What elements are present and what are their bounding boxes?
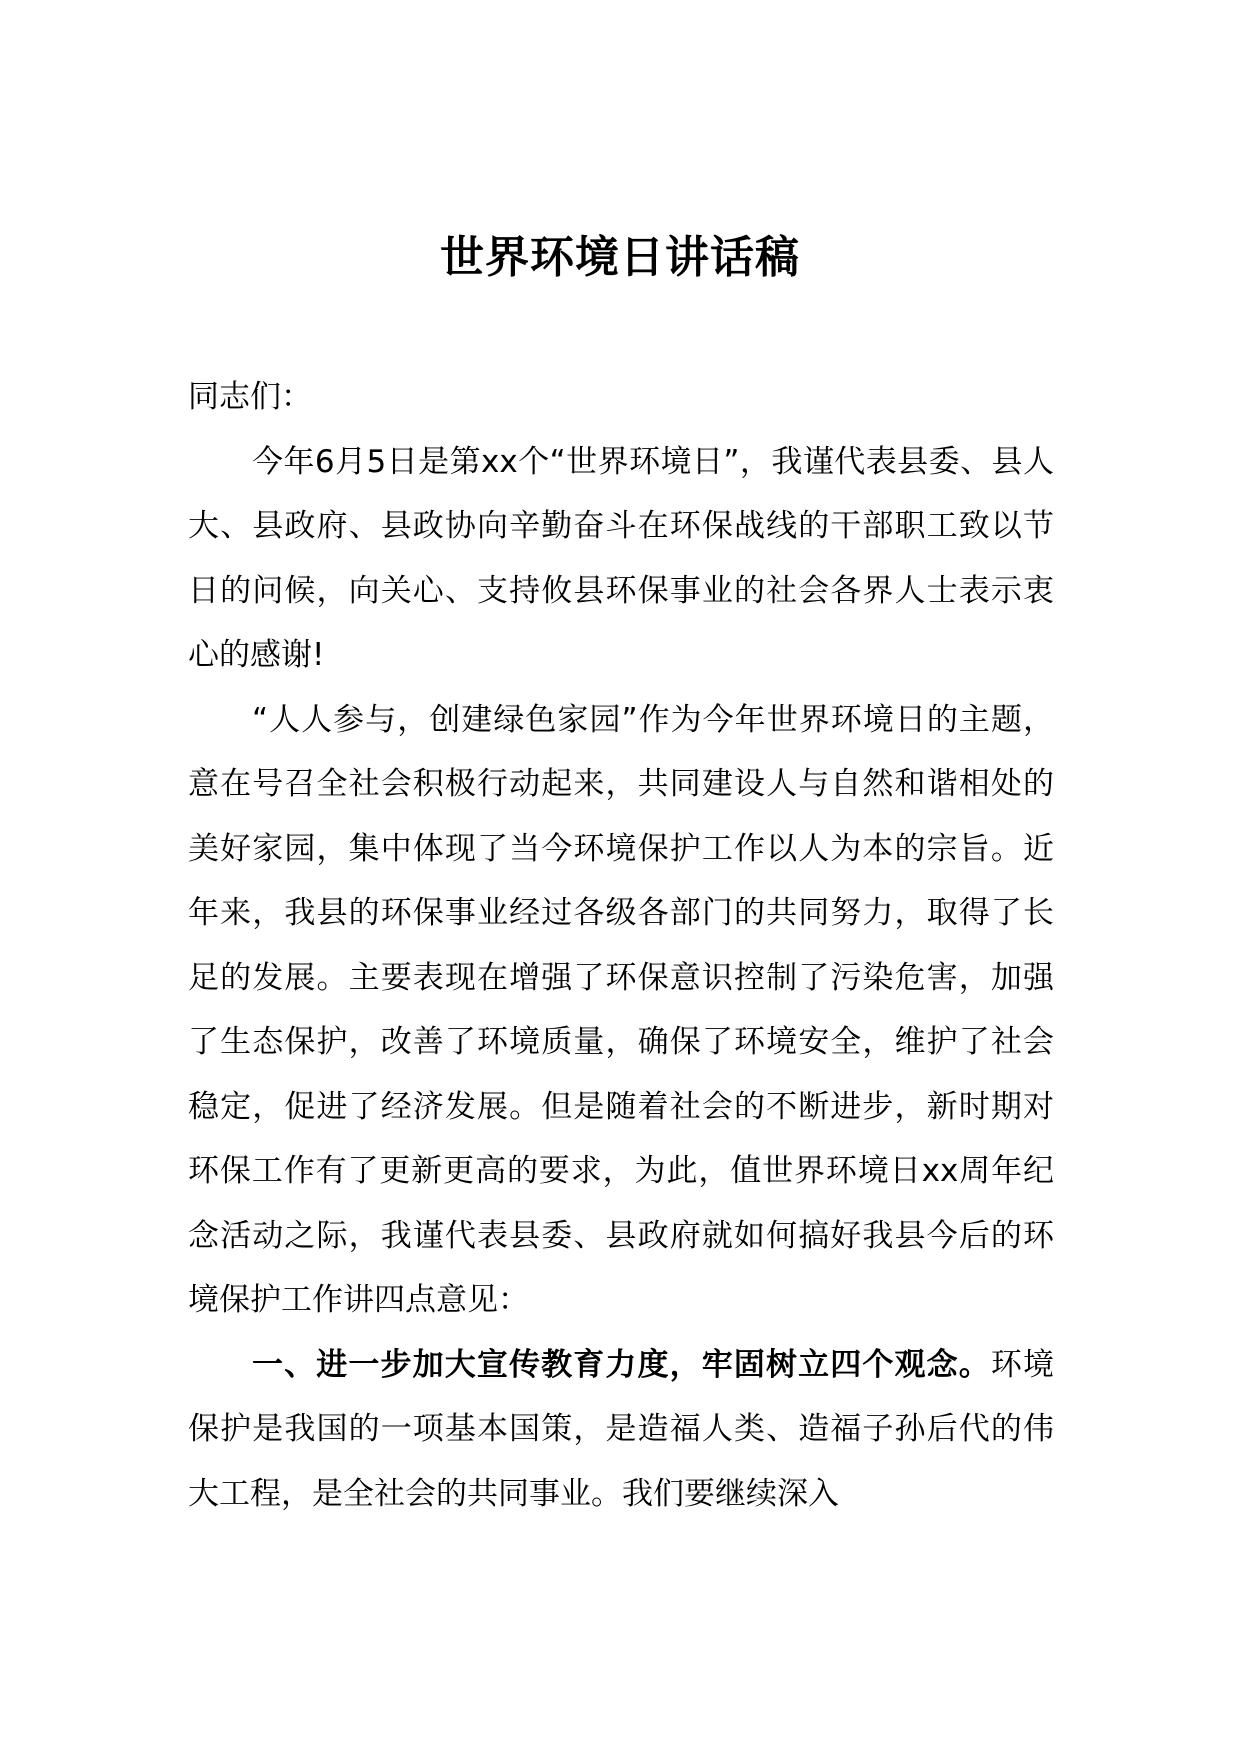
paragraph-1: 今年6月5日是第xx个“世界环境日”，我谨代表县委、县人大、县政府、县政协向辛勤奋斗在环保战线的干部职工致以节日的问候，向关心、支持攸县环保事业的社会各界人士表示衷心的感谢! [188,443,1054,673]
salutation: 同志们： [188,379,312,415]
paragraph-2: “人人参与，创建绿色家园”作为今年世界环境日的主题，意在号召全社会积极行动起来，共同建设人与自然和谐相处的美好家园，集中体现了当今环境保护工作以人为本的宗旨。近年来，我县的环保事业经过各级各部门的共同努力，取得了长足的发展。主要表现在增强了环保意识控制了污染危害，加强了生态保护，改善了环境质量，确保了环境安全，维护了社会稳定，促进了经济发展。但是随着社会的不断进步，新时期对环保工作有了更新更高的要求，为此，值世界环境日xx周年纪念活动之际，我谨代表县委、县政府就如何搞好我县今后的环境保护工作讲四点意见： [188,701,1054,1318]
document-title: 世界环境日讲话稿 [440,232,800,283]
document-body [188,365,1054,1526]
section-heading-1: 一、进一步加大宣传教育力度，牢固树立四个观念。 [252,1346,991,1383]
paragraph-3 [188,1333,1054,1527]
section-text-1: 环境保护是我国的一项基本国策，是造福人类、造福子孙后代的伟大工程，是全社会的共同事业。我们要继续深入 [188,1346,1054,1512]
